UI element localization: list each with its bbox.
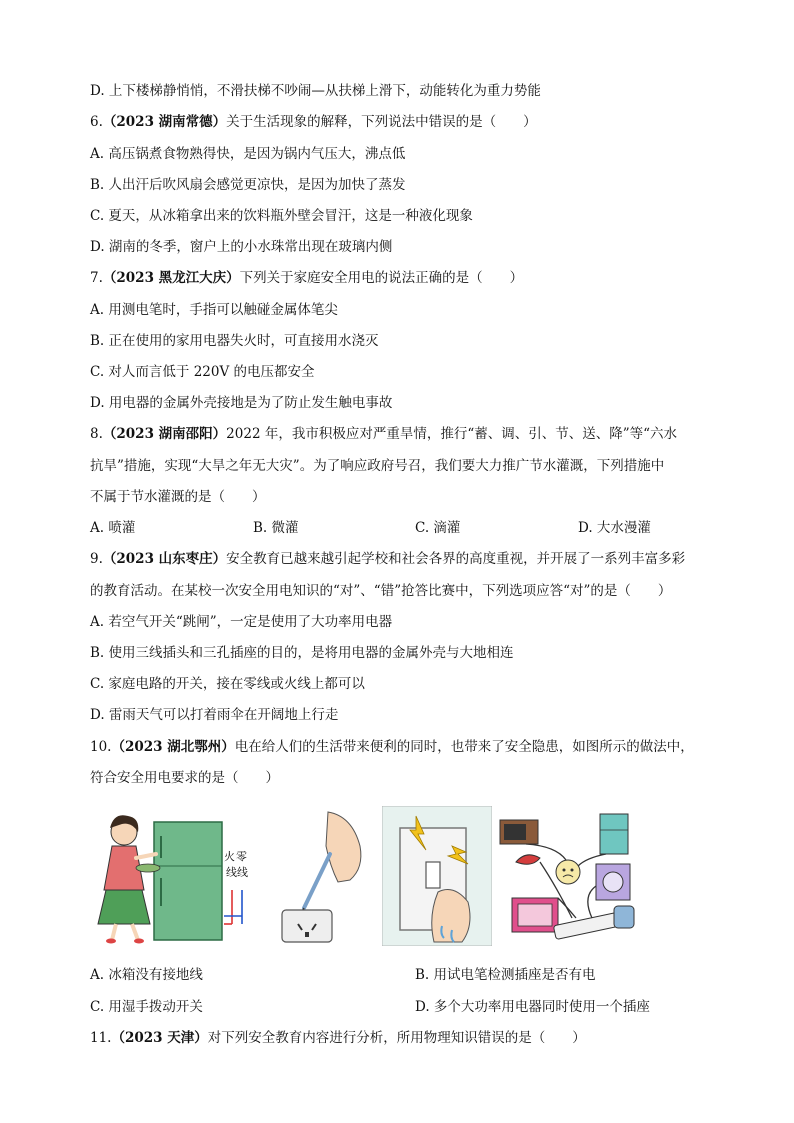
q5-option-d: D. 上下楼梯静悄悄，不滑扶梯不吵闹—从扶梯上滑下，动能转化为重力势能 [90, 83, 541, 99]
test-pen-socket-illustration [268, 806, 378, 946]
q8-option-c: C. 滴灌 [415, 520, 461, 536]
q8-stem-cont: 不属于节水灌溉的是（ ） [90, 489, 266, 505]
q8-stem: 8.（2023 湖南邵阳）2022 年，我市积极应对严重旱情，推行“蓄、调、引、节、送、降”等“六水 [90, 426, 678, 442]
q10-option-a: A. 冰箱没有接地线 [90, 967, 203, 983]
q9-stem-cont: 的教育活动。在某校一次安全用电知识的“对”、“错”抢答比赛中，下列选项应答“对”的是（ ） [90, 583, 672, 599]
q8-option-d: D. 大水漫灌 [578, 520, 651, 536]
q7-stem: 7.（2023 黑龙江大庆）下列关于家庭安全用电的说法正确的是（ ） [90, 270, 524, 286]
q9-option-d: D. 雷雨天气可以打着雨伞在开阔地上行走 [90, 707, 339, 723]
q9-option-a: A. 若空气开关“跳闸”，一定是使用了大功率用电器 [90, 614, 393, 630]
neutral-wire-label: 零 [236, 850, 247, 863]
q7-option-a: A. 用测电笔时，手指可以触碰金属体笔尖 [90, 302, 338, 318]
q9-stem: 9.（2023 山东枣庄）安全教育已越来越引起学校和社会各界的高度重视，并开展了一系列丰富多彩 [90, 551, 686, 567]
fire-wire-label: 火 [224, 850, 235, 863]
q7-option-d: D. 用电器的金属外壳接地是为了防止发生触电事故 [90, 395, 393, 411]
q9-option-c: C. 家庭电路的开关，接在零线或火线上都可以 [90, 676, 365, 692]
q6-option-a: A. 高压锅煮食物熟得快，是因为锅内气压大，沸点低 [90, 146, 406, 162]
q6-option-c: C. 夏天，从冰箱拿出来的饮料瓶外壁会冒汗，这是一种液化现象 [90, 208, 473, 224]
q11-stem: 11.（2023 天津）对下列安全教育内容进行分析，所用物理知识错误的是（ ） [90, 1030, 586, 1046]
wire-label: 线线 [226, 866, 248, 879]
q6-stem: 6.（2023 湖南常德）关于生活现象的解释，下列说法中错误的是（ ） [90, 114, 537, 130]
wiring-labels [222, 806, 267, 946]
q10-option-c: C. 用湿手拨动开关 [90, 999, 203, 1015]
overloaded-socket-illustration [496, 806, 646, 946]
q8-option-b: B. 微灌 [253, 520, 299, 536]
q7-option-c: C. 对人而言低于 220V 的电压都安全 [90, 364, 315, 380]
q10-stem-cont: 符合安全用电要求的是（ ） [90, 770, 279, 786]
q10-option-d: D. 多个大功率用电器同时使用一个插座 [415, 999, 650, 1015]
q7-option-b: B. 正在使用的家用电器失火时，可直接用水浇灭 [90, 333, 379, 349]
q9-option-b: B. 使用三线插头和三孔插座的目的，是将用电器的金属外壳与大地相连 [90, 645, 514, 661]
q6-option-d: D. 湖南的冬季，窗户上的小水珠常出现在玻璃内侧 [90, 239, 393, 255]
q6-option-b: B. 人出汗后吹风扇会感觉更凉快，是因为加快了蒸发 [90, 177, 406, 193]
q10-option-b: B. 用试电笔检测插座是否有电 [415, 967, 596, 983]
q10-figure-row [92, 806, 652, 946]
fridge-girl-illustration [92, 806, 242, 946]
q10-stem: 10.（2023 湖北鄂州）电在给人们的生活带来便利的同时，也带来了安全隐患，如图所示的做法中， [90, 739, 694, 755]
q8-option-a: A. 喷灌 [90, 520, 136, 536]
q8-stem-cont: 抗旱”措施，实现“大旱之年无大灾”。为了响应政府号召，我们要大力推广节水灌溉，下列措施中 [90, 458, 665, 474]
wet-hand-switch-illustration [382, 806, 492, 946]
